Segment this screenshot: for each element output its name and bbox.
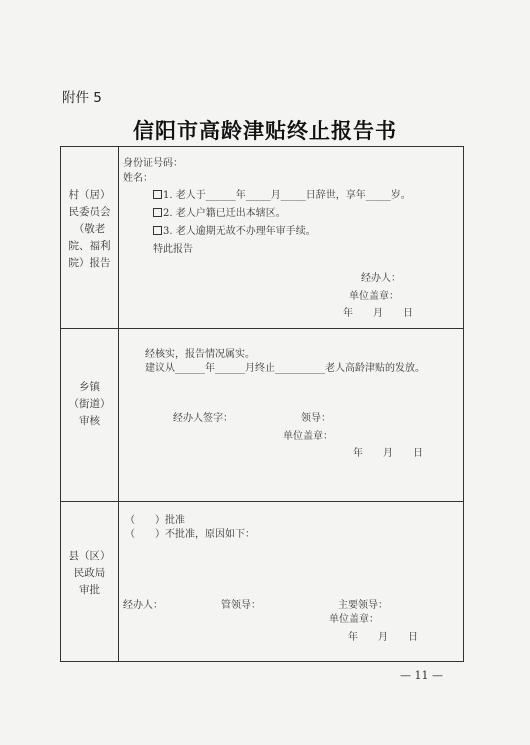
approve-option: （ ）批准	[125, 515, 185, 526]
name-label: 姓名：	[123, 173, 153, 184]
label-line: 村（居）	[68, 189, 111, 201]
attachment-label: 附件 5	[62, 90, 102, 106]
date-line: 年 月 日	[343, 308, 413, 319]
option-moved-out	[153, 207, 286, 221]
label-line: （街道）	[68, 398, 111, 410]
label-column-divider	[118, 147, 119, 661]
report-form-table	[60, 146, 464, 662]
leader-label: 领导：	[301, 413, 331, 424]
handler-signature-label: 经办人签字：	[173, 413, 233, 424]
label-line: 院、福利	[68, 240, 111, 252]
option-text: 1. 老人于______年_____月_____日辞世，享年_____岁。	[163, 190, 411, 201]
label-line: 乡镇	[79, 381, 100, 393]
option-no-review	[153, 225, 316, 239]
verified-text: 经核实，报告情况属实。	[145, 349, 255, 360]
handler-label: 经办人：	[361, 273, 401, 284]
label-line: 县（区）	[68, 550, 111, 562]
page-number: — 11 —	[400, 669, 443, 682]
supervisor-label: 管领导：	[221, 600, 261, 611]
id-number-label: 身份证号码：	[123, 158, 183, 169]
section-village-report-label	[61, 187, 118, 272]
checkbox	[153, 226, 162, 235]
checkbox	[153, 208, 162, 217]
section-township-review-label	[61, 379, 118, 430]
date-line: 年 月 日	[353, 448, 423, 459]
label-line: 审核	[79, 415, 100, 427]
main-leader-label: 主要领导：	[338, 600, 388, 611]
unit-seal-label: 单位盖章：	[329, 614, 379, 625]
suggestion-text: 建议从______年______月终止__________老人高龄津贴的发放。	[145, 363, 425, 374]
label-line: 民政局	[73, 567, 106, 579]
label-line: 审批	[79, 584, 100, 596]
handler-label: 经办人：	[123, 600, 163, 611]
row-divider-2	[61, 501, 463, 502]
label-line: 院）报告	[68, 257, 111, 269]
unit-seal-label: 单位盖章：	[283, 431, 333, 442]
option-deceased	[153, 189, 411, 203]
unit-seal-label: 单位盖章：	[349, 291, 399, 302]
date-line: 年 月 日	[348, 632, 418, 643]
disapprove-option: （ ）不批准，原因如下：	[125, 529, 255, 540]
checkbox	[153, 190, 162, 199]
option-text: 3. 老人逾期无故不办理年审手续。	[163, 226, 316, 237]
section-county-approval-label	[61, 548, 118, 599]
label-line: （敬老	[73, 223, 106, 235]
option-text: 2. 老人户籍已迁出本辖区。	[163, 208, 286, 219]
label-line: 民委员会	[68, 206, 111, 218]
special-report-text: 特此报告	[153, 244, 193, 255]
row-divider-1	[61, 328, 463, 329]
document-title: 信阳市高龄津贴终止报告书	[133, 118, 397, 143]
